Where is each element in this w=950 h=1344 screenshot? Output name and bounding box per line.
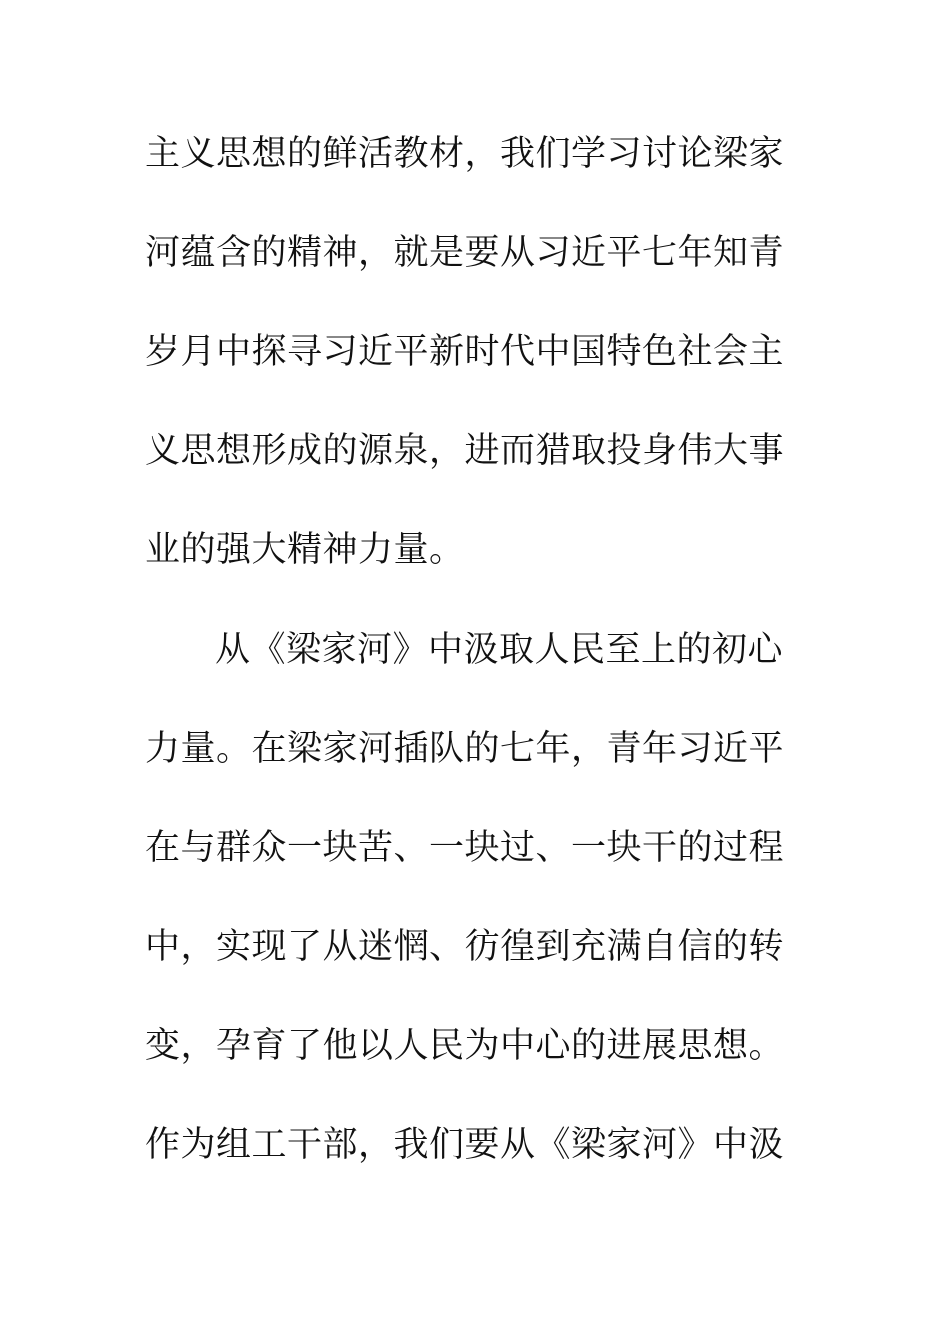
text-line: 业的强大精神力量。: [145, 530, 465, 570]
text-line: 河蕴含的精神，就是要从习近平七年知青: [145, 233, 785, 273]
text-line: 主义思想的鲜活教材，我们学习讨论梁家: [145, 134, 785, 174]
text-line: 在与群众一块苦、一块过、一块干的过程: [145, 828, 785, 868]
text-line: 作为组工干部，我们要从《梁家河》中汲: [145, 1125, 785, 1165]
text-line: 变，孕育了他以人民为中心的进展思想。: [145, 1026, 785, 1066]
text-line: 岁月中探寻习近平新时代中国特色社会主: [145, 332, 785, 372]
text-line: 义思想形成的源泉，进而猎取投身伟大事: [145, 431, 785, 471]
text-line: 中，实现了从迷惘、彷徨到充满自信的转: [145, 927, 785, 967]
text-line: 力量。在梁家河插队的七年，青年习近平: [145, 729, 785, 769]
paragraph-first-line: 从《梁家河》中汲取人民至上的初心: [215, 630, 784, 670]
